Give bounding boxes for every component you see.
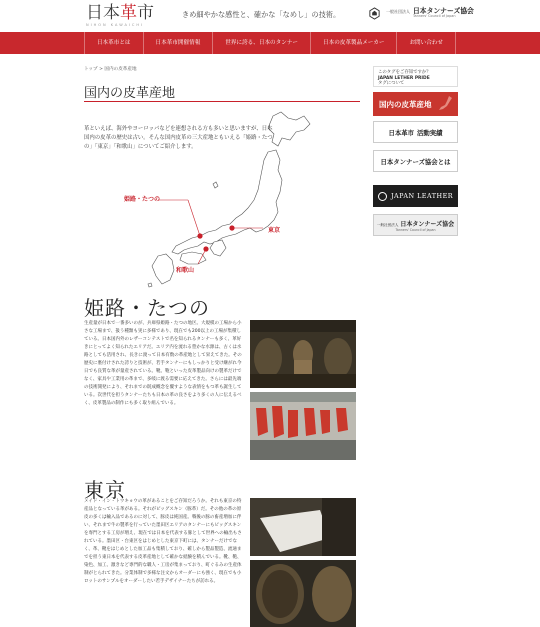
section-title-himeji: 姫路・たつの (84, 296, 210, 320)
side-btn-results[interactable] (373, 121, 458, 143)
section-text-himeji: 生産量が日本で一番多いのが、兵庫県姫路・たつの地区。大規模の工場から小さな工場まで、扱う種類も実に多様であり、現在でも200以上の工場が集積している。日本国内外のレザーコンテストで名を知られるタンナーも多く、革好きにとってよく知られたエリアだ。エリア内を流れる豊かな水源は、古くは水路としても活用され、長きに渡って日本有数の革産地として栄えてきた。その歴史に裏付けされた誇りと技術が、若手タンナーにもしっかりと受け継がれ今日でも良質な革が量産されている。靴、鞄といった皮革製品向けの製革だけでなく、家具や工業用の革まで、多岐に渡る需要に応えてきた。さらには最先端の技術開発により、それまでの既成概念を覆すような表情をもつ革も誕生している。次世代を担うタンナーたちも日本の革の良さをより多くの人に伝えるべく、皮革製品の制作にも多く取り組んでいる。 (84, 321, 242, 406)
association-logo[interactable] (368, 7, 474, 20)
photo-tannery-tokyo (250, 498, 356, 627)
japan-leather-emblem-icon (378, 192, 387, 201)
map-label-tokyo: 東京 (268, 227, 281, 234)
pride-tag-banner[interactable] (373, 66, 458, 87)
side-btn-tanners-council[interactable] (373, 214, 458, 236)
association-name: 日本タンナーズ協会 (413, 6, 474, 15)
japan-map-icon (434, 94, 456, 114)
side-btn-tanners-english: Tanners' Council of Japan (395, 227, 436, 232)
side-btn-regions-label: 国内の皮革産地 (379, 99, 432, 109)
logo-text-red: 革 (120, 3, 137, 23)
section-text-tokyo: メイド・イン・トウキョウの革があることをご存知だろうか。それも東京の特産品となっている革がある。それがピッグスキン（豚革）だ。その他の革の原皮の多くは輸入品であるのに対して、豚皮は純国産。戦後の豚の畜産増加に伴い、それまで牛の製革を行っていた墨田区エリアのタンナーにもピッグスキンを専門とする工房が増え、現在では日本を代表する豚として世界への輸出もされている。墨田区・台東区をはじめとした東京下町には、タンナーだけでなく、革、靴をはじめとした加工品も集積しており、確しから製品製造、流通までを担う東日本を代表する皮革産地として確かな経験を積んでいる。靴、鞄、染色、加工、激きなど専門的な職人・工房が集まっており、町ぐるみの生産体制がとられてきた。分業体制で多様な注文からオーダーにも強く、現在でも小ロットのサンプルをオーダーしたい若手デザイナーたちが訪れる。 (84, 499, 242, 584)
nav-item-tanners[interactable]: 世界に誇る、日本のタンナー (212, 32, 310, 54)
site-header (0, 0, 540, 32)
breadcrumb[interactable]: トップ > 国内の皮革産地 (84, 67, 137, 72)
nav-item-makers[interactable]: 日本の皮革製品メーカー (310, 32, 396, 54)
nav-item-about[interactable]: 日本革市とは (84, 32, 143, 54)
side-btn-tanners-label: 日本タンナーズ協会 (400, 220, 455, 228)
logo-text-left: 日本 (86, 3, 120, 23)
association-prefix: 一般社団法人 (386, 8, 410, 14)
section-title-tokyo: 東京 (84, 478, 126, 502)
side-btn-results-logo: 日本革市 (388, 128, 414, 137)
side-btn-japan-leather-label: JAPAN LEATHER (390, 192, 454, 200)
side-btn-japan-leather[interactable] (373, 185, 458, 207)
nav-item-contact[interactable]: お問い合わせ (396, 32, 456, 54)
side-btn-association-label: 日本タンナーズ協会とは (380, 157, 451, 166)
site-tagline: きめ細やかな感性と、確かな「なめし」の技術。 (182, 10, 341, 19)
page-title: 国内の皮革産地 (84, 86, 176, 101)
side-btn-association[interactable] (373, 150, 458, 172)
site-logo[interactable] (86, 4, 154, 27)
map-label-himeji: 姫路・たつの (124, 196, 161, 203)
association-english: Tanners' Council of Japan (413, 14, 456, 19)
photo-tannery-himeji (250, 320, 356, 460)
logo-subtitle: NIHON KAWAICHI (86, 23, 145, 27)
banner-line-3: タグについて (378, 81, 405, 87)
banner-line-1: このタグをご存知ですか？ (378, 70, 431, 75)
logo-text-right: 市 (137, 3, 154, 23)
banner-line-2: JAPAN LETHER PRIDE (378, 75, 430, 81)
title-divider (84, 101, 360, 102)
association-emblem-icon (368, 7, 381, 20)
side-btn-regions[interactable] (373, 92, 458, 116)
nav-item-events[interactable]: 日本革市開催情報 (143, 32, 213, 54)
side-btn-results-label: 活動実績 (417, 128, 443, 137)
intro-text: 革といえば、海外やヨーロッパなどを連想される方も多いと思いますが、日本国内の皮革の歴史は古い。そんな国内皮革の三大産地ともいえる「姫路・たつの」「東京」「和歌山」についてご紹介します。 (84, 126, 273, 150)
map-label-wakayama: 和歌山 (176, 267, 195, 274)
side-btn-tanners-prefix: 一般社団法人 (376, 222, 399, 227)
main-nav (0, 32, 540, 54)
